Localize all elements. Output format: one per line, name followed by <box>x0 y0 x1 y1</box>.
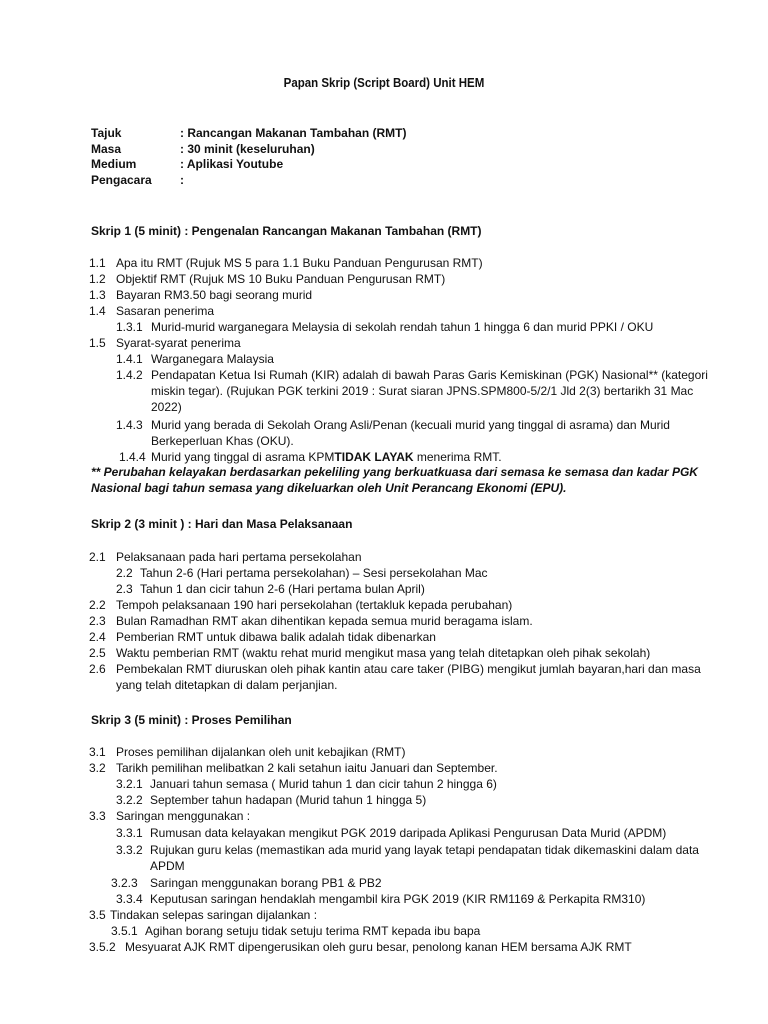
item-number: 3.2.2 <box>116 793 143 807</box>
skrip1-heading: Skrip 1 (5 minit) : Pengenalan Rancangan Makanan Tambahan (RMT) <box>91 224 482 238</box>
item-number: 1.4 <box>89 304 106 318</box>
meta-value: : Rancangan Makanan Tambahan (RMT) <box>180 126 407 140</box>
item-number: 1.1 <box>89 256 106 270</box>
item-text: Bulan Ramadhan RMT akan dihentikan kepada semua murid beragama islam. <box>116 614 533 628</box>
item-number: 3.2.3 <box>111 876 138 890</box>
item-number: 2.4 <box>89 630 106 644</box>
item-text: Saringan menggunakan borang PB1 & PB2 <box>150 876 382 890</box>
item-number: 1.4.1 <box>116 352 143 366</box>
item-number: 3.3.1 <box>116 826 143 840</box>
item-text: Pendapatan Ketua Isi Rumah (KIR) adalah di bawah Paras Garis Kemiskinan (PGK) Nasional** (kategori <box>151 368 708 382</box>
item-number: 2.2 <box>116 566 133 580</box>
item-text: Tarikh pemilihan melibatkan 2 kali setahun iaitu Januari dan September. <box>116 761 498 775</box>
item-text: Sasaran penerima <box>116 304 215 318</box>
item-text <box>151 450 502 465</box>
item-number: 3.3.2 <box>116 843 143 857</box>
meta-key: Medium <box>91 157 137 171</box>
meta-key: Pengacara <box>91 172 152 187</box>
item-text: Pemberian RMT untuk dibawa balik adalah tidak dibenarkan <box>116 630 436 644</box>
item-number: 2.3 <box>89 614 106 628</box>
item-text: Saringan menggunakan : <box>116 809 251 823</box>
item-text: APDM <box>150 859 185 873</box>
item-number: 1.4.2 <box>116 368 143 382</box>
note-line: Nasional bagi tahun semasa yang dikeluarkan oleh Unit Perancang Ekonomi (EPU). <box>91 480 567 495</box>
note-line: ** Perubahan kelayakan berdasarkan pekeliling yang berkuatkuasa dari semasa ke semasa dan kadar PGK <box>91 465 698 479</box>
item-text: Mesyuarat AJK RMT dipengerusikan oleh guru besar, penolong kanan HEM bersama AJK RMT <box>125 940 632 954</box>
item-number: 1.4.4 <box>119 450 146 464</box>
item-text: Objektif RMT (Rujuk MS 10 Buku Panduan Pengurusan RMT) <box>116 272 446 286</box>
item-number: 2.2 <box>89 598 106 612</box>
item-text: Syarat-syarat penerima <box>116 336 241 350</box>
item-number: 3.3 <box>89 809 106 823</box>
item-text: 2022) <box>151 400 182 414</box>
item-number: 2.6 <box>89 662 106 676</box>
item-number: 3.5.1 <box>111 924 138 938</box>
item-text: Waktu pemberian RMT (waktu rehat murid mengikut masa yang telah ditetapkan oleh pihak sekolah) <box>116 646 651 660</box>
item-number: 1.4.3 <box>116 418 143 432</box>
item-text: Pembekalan RMT diuruskan oleh pihak kantin atau care taker (PIBG) mengikut jumlah bayaran,hari dan masa <box>116 662 701 676</box>
item-text: yang telah ditetapkan di dalam perjanjian. <box>116 678 338 692</box>
item-number: 2.5 <box>89 646 106 660</box>
meta-value: : 30 minit (keseluruhan) <box>180 141 315 156</box>
item-number: 1.3 <box>89 288 106 302</box>
item-text: Tahun 1 dan cicir tahun 2-6 (Hari pertama bulan April) <box>140 582 425 596</box>
meta-key: Masa <box>91 141 122 156</box>
item-text: Pelaksanaan pada hari pertama persekolahan <box>116 550 362 564</box>
item-number: 3.2.1 <box>116 777 143 791</box>
item-text: Rumusan data kelayakan mengikut PGK 2019 daripada Aplikasi Pengurusan Data Murid (APDM) <box>150 826 667 840</box>
item-number: 3.1 <box>89 745 106 759</box>
item-text: September tahun hadapan (Murid tahun 1 hingga 5) <box>150 793 427 807</box>
item-number: 3.3.4 <box>116 892 143 906</box>
skrip2-heading: Skrip 2 (3 minit ) : Hari dan Masa Pelaksanaan <box>91 517 353 531</box>
item-text: Murid yang berada di Sekolah Orang Asli/Penan (kecuali murid yang tinggal di asrama) dan Murid <box>151 418 670 432</box>
item-number: 2.1 <box>89 550 106 564</box>
item-text: Rujukan guru kelas (memastikan ada murid yang layak tetapi pendapatan tidak dikemaskini dalam data <box>150 843 699 857</box>
item-number: 3.5 <box>89 908 106 922</box>
item-number: 3.5.2 <box>89 940 116 954</box>
item-number: 1.5 <box>89 336 106 350</box>
meta-key: Tajuk <box>91 126 122 140</box>
item-number: 1.2 <box>89 272 106 286</box>
meta-value: : <box>180 172 184 187</box>
item-text: Tempoh pelaksanaan 190 hari persekolahan (tertakluk kepada perubahan) <box>116 598 513 612</box>
item-text: Apa itu RMT (Rujuk MS 5 para 1.1 Buku Panduan Pengurusan RMT) <box>116 256 483 270</box>
item-text-c: menerima RMT. <box>413 450 502 464</box>
item-number: 1.3.1 <box>116 320 143 334</box>
item-text: Januari tahun semasa ( Murid tahun 1 dan cicir tahun 2 hingga 6) <box>150 777 497 791</box>
skrip3-heading: Skrip 3 (5 minit) : Proses Pemilihan <box>91 713 292 727</box>
item-text: Warganegara Malaysia <box>151 352 274 366</box>
item-number: 3.2 <box>89 761 106 775</box>
item-text: Tindakan selepas saringan dijalankan : <box>110 908 318 922</box>
item-text: Bayaran RM3.50 bagi seorang murid <box>116 288 313 302</box>
item-text: Tahun 2-6 (Hari pertama persekolahan) – Sesi persekolahan Mac <box>140 566 488 580</box>
item-text: Proses pemilihan dijalankan oleh unit kebajikan (RMT) <box>116 745 406 759</box>
eligibility-note <box>91 465 698 496</box>
item-number: 2.3 <box>116 582 133 596</box>
item-text: Agihan borang setuju tidak setuju terima RMT kepada ibu bapa <box>145 924 481 938</box>
item-text-a: Murid yang tinggal di asrama KPM <box>151 450 335 464</box>
item-text: miskin tegar). (Rujukan PGK terkini 2019 : Surat siaran JPNS.SPM800-5/2/1 Jld 2(3) bertarikh 31 Mac <box>151 384 694 398</box>
item-text: Berkeperluan Khas (OKU). <box>151 434 294 448</box>
not-eligible-emphasis: TIDAK LAYAK <box>334 450 414 464</box>
item-text: Keputusan saringan hendaklah mengambil kira PGK 2019 (KIR RM1169 & Perkapita RM310) <box>150 892 646 906</box>
item-text: Murid-murid warganegara Melaysia di sekolah rendah tahun 1 hingga 6 dan murid PPKI / OKU <box>151 320 654 334</box>
meta-value: : Aplikasi Youtube <box>180 157 284 171</box>
page-title: Papan Skrip (Script Board) Unit HEM <box>283 76 485 90</box>
